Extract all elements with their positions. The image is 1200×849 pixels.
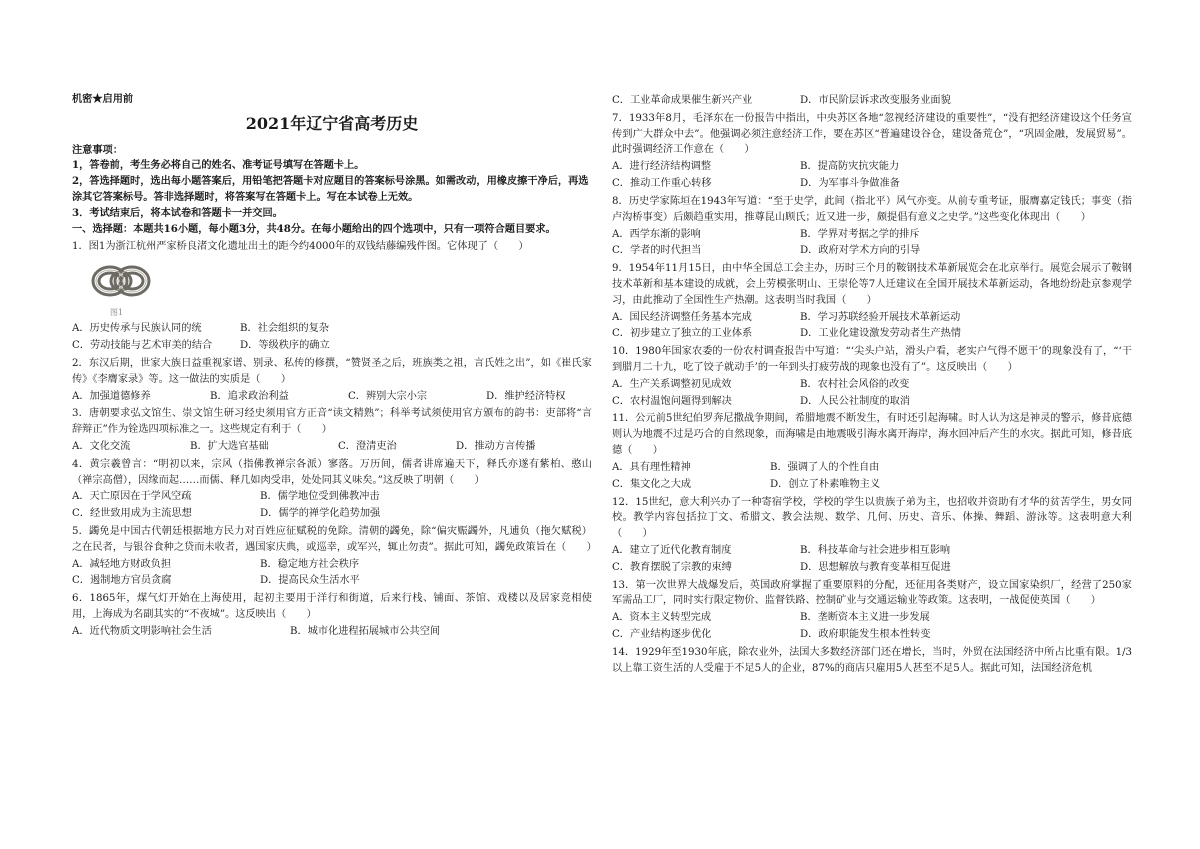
- option-b: B．农村社会风俗的改变: [800, 378, 910, 390]
- question-2-options: [72, 389, 592, 405]
- option-d: D．为军事斗争做准备: [800, 178, 900, 190]
- option-d: D．思想解放与教育变革相互促进: [800, 561, 951, 573]
- notice-heading: 注意事项：: [72, 143, 123, 156]
- double-coin-knot-icon: [86, 261, 156, 305]
- question-14-stem: 14．1929年至1930年底，除农业外，法国大多数经济部门还在增长，当时，外贸在法国经济中所占比重有限。1/3以上靠工资生活的人受雇于不足5人的企业，87%的商店只雇用5人甚至不足5人。据此可知，法国经济危机: [612, 646, 1132, 674]
- option-a: A．进行经济结构调整: [612, 161, 712, 173]
- option-d: D．儒学的禅学化趋势加强: [260, 508, 381, 520]
- option-a: A．生产关系调整初见成效: [612, 378, 732, 390]
- section-heading: 一、选择题：本题共16小题，每小题3分，共48分。在每小题给出的四个选项中，只有一项符合题目要求。: [72, 222, 556, 235]
- question-11-stem: 11．公元前5世纪伯罗奔尼撒战争期间，希腊地震不断发生，有时还引起海啸。时人认为这是神灵的警示，修昔底德则认为地震不过是巧合的自然现象，而海啸是由地震吸引海水离开海岸，海水回冲后产生的水灾。据此可知，修昔底德（ ）: [612, 413, 1132, 457]
- option-c: C．推动工作重心转移: [612, 178, 712, 190]
- question-6-options: [72, 624, 592, 640]
- option-b: B．稳定地方社会秩序: [260, 558, 360, 570]
- option-a: A．近代物质文明影响社会生活: [72, 625, 212, 637]
- option-a: A．西学东渐的影响: [612, 228, 701, 240]
- option-c: C．集文化之大成: [612, 478, 692, 490]
- option-d: D．维护经济特权: [486, 390, 566, 402]
- option-b: B．儒学地位受到佛教冲击: [260, 491, 380, 503]
- question-9-options: [612, 310, 1132, 326]
- option-a: A．天亡原因在于学风空疏: [72, 491, 192, 503]
- option-a: A．建立了近代化教育制度: [612, 544, 732, 556]
- question-11-options-row2: [612, 477, 1132, 493]
- option-a: A．资本主义转型完成: [612, 612, 712, 624]
- option-b: B．学界对考据之学的排斥: [800, 228, 920, 240]
- option-b: B．科技革命与社会进步相互影响: [800, 544, 951, 556]
- option-c: C．澄清吏治: [338, 440, 397, 452]
- option-b: B．学习苏联经验开展技术革新运动: [800, 311, 961, 323]
- page-title: 2021年辽宁省高考历史: [245, 113, 419, 133]
- option-a: A．减轻地方财政负担: [72, 558, 172, 570]
- question-4-options-row2: [72, 506, 592, 522]
- option-b: B．社会组织的复杂: [240, 323, 329, 335]
- question-12-stem: 12．15世纪，意大利兴办了一种寄宿学校，学校的学生以贵族子弟为主，也招收并资助有才华的贫苦学生，男女同校。教学内容包括拉丁文、希腊文、教会法规、数学、几何、历史、音乐、体操、舞蹈、游泳等。这表明意大利（ ）: [612, 496, 1132, 540]
- option-c: C．工业革命成果催生新兴产业: [612, 95, 753, 106]
- question-7-options-row2: [612, 176, 1132, 192]
- left-column: [72, 92, 597, 641]
- question-7-options: [612, 159, 1132, 175]
- notice-item: 2，答选择题时，选出每小题答案后，用铅笔把答题卡对应题目的答案标号涂黑。如需改动，用橡皮擦干净后，再选涂其它答案标号。答非选择题时，将答案写在答题卡上。写在本试卷上无效。: [72, 175, 589, 204]
- option-a: A．文化交流: [72, 440, 131, 452]
- figure-1-knot-image: [86, 261, 176, 317]
- option-a: A．加强道德修养: [72, 390, 151, 402]
- option-b: B．强调了人的个性自由: [770, 461, 880, 473]
- question-6-options-row2: [612, 93, 1132, 109]
- option-a: A．具有理性精神: [612, 461, 691, 473]
- figure-caption: 图1: [110, 308, 124, 318]
- confidential-label: 机密★启用前: [72, 93, 134, 105]
- question-1-options-row2: [72, 338, 592, 354]
- question-13-stem: 13．第一次世界大战爆发后，英国政府掌握了重要原料的分配，还征用各类财产，设立国家染织厂，经营了250家军需品工厂，同时实行限定物价、监督铁路、控制矿业与交通运输业等政策。这表明，一战促使英国（ ）: [612, 579, 1132, 607]
- question-5-options-row2: [72, 573, 592, 589]
- question-11-options: [612, 460, 1132, 476]
- option-b: B．追求政治利益: [210, 390, 289, 402]
- option-d: D．工业化建设激发劳动者生产热情: [800, 328, 961, 340]
- option-c: C．教育摆脱了宗教的束缚: [612, 561, 732, 573]
- option-d: D．政府对学术方向的引导: [800, 245, 921, 257]
- question-9-stem: 9．1954年11月15日，由中华全国总工会主办，历时三个月的鞍钢技术革新展览会在北京举行。展览会展示了鞍钢技术革新和基本建设的成就，会上劳模张明山、王崇伦等7人迁建议在全国开展技术革新运动，各地纷纷赴京参观学习，由此推动了全国性生产热潮。这表明当时我国（ ）: [612, 263, 1132, 306]
- question-2-stem: 2．东汉后期，世家大族日益重视家谱、别录、私传的修撰，“赞贤圣之后，班族类之祖，言氏姓之出”，如《崔氏家传》《李膺家录》等。这一做法的实质是（ ）: [72, 357, 592, 385]
- question-10-options: [612, 377, 1132, 393]
- option-d: D．政府职能发生根本性转变: [800, 629, 931, 640]
- question-7-stem: 7．1933年8月，毛泽东在一份报告中指出，中央苏区各地“忽视经济建设的重要性”，“没有把经济建设这个任务宣传到广大群众中去”。他强调必须注意经济工作，要在苏区“普遍建设谷仓，建设备荒仓”，“巩固金融，发展贸易”。此时强调经济工作意在（ ）: [612, 112, 1132, 156]
- option-a: A．国民经济调整任务基本完成: [612, 311, 752, 323]
- question-12-options-row2: [612, 560, 1132, 576]
- notice-item: 1，答卷前，考生务必将自己的姓名、准考证号填写在答题卡上。: [72, 159, 365, 172]
- option-c: C．学者的时代担当: [612, 245, 702, 257]
- question-9-options-row2: [612, 326, 1132, 342]
- notice-item: 3．考试结束后，将本试卷和答题卡一并交回。: [72, 206, 283, 219]
- option-d: D．创立了朴素唯物主义: [770, 478, 881, 490]
- question-3-stem: 3．唐朝要求弘文馆生、崇文馆生研习经史须用官方正音“读文精熟”；科举考试须使用官方颁布的韵书：吏部将“言辞辩正”作为铨选四项标准之一。这些规定有利于（ ）: [72, 408, 592, 436]
- option-d: D．推动方言传播: [456, 440, 536, 452]
- option-d: D．市民阶层诉求改变服务业面貌: [800, 95, 951, 106]
- question-12-options: [612, 543, 1132, 559]
- question-13-options-row2: [612, 627, 1132, 643]
- option-c: C．遏制地方官员贪腐: [72, 575, 172, 587]
- question-10-stem: 10．1980年国家农委的一份农村调查报告中写道：“‘尖头户站，滑头户看，老实户气得不愿干’的现象没有了，“‘干到腊月二十九，吃了饺子就动手’的一年到头打疲劳战的现象也没有了”。这反映出（ ）: [612, 346, 1132, 373]
- option-d: D．等级秩序的确立: [240, 340, 330, 352]
- option-b: B．城市化进程拓展城市公共空间: [290, 625, 441, 637]
- right-column: [612, 92, 1132, 676]
- question-10-options-row2: [612, 394, 1132, 410]
- option-b: B．提高防灾抗灾能力: [800, 161, 900, 173]
- option-d: D．提高民众生活水平: [260, 575, 360, 587]
- question-5-stem: 5．蠲免是中国古代朝廷根据地方民力对百姓应征赋税的免除。清朝的蠲免，除“偏灾赈蠲外，凡逋负（拖欠赋税）之在民者，与银谷食种之贷而未收者，遇国家庆典，或巡幸，或军兴，辄止勿责”。据此可知，蠲免政策旨在（ ）: [72, 526, 597, 553]
- option-b: B．垄断资本主义进一步发展: [800, 612, 930, 624]
- question-1-options: [72, 321, 592, 337]
- option-c: C．辨别大宗小宗: [348, 390, 428, 402]
- question-1-stem: 1．图1为浙江杭州严家桥良渚文化遗址出土的距今约4000年的双钱结藤编残件图。它体现了（ ）: [72, 241, 529, 253]
- option-d: D．人民公社制度的取消: [800, 395, 911, 407]
- question-8-options: [612, 227, 1132, 243]
- option-c: C．劳动技能与艺术审美的结合: [72, 340, 213, 352]
- question-8-stem: 8．历史学家陈垣在1943年写道：“至于史学，此间（指北平）风气亦变。从前专重考证，服膺嘉定钱氏；事变（指卢沟桥事变）后颇趋重实用，推尊昆山顾氏；近又进一步，颇提倡有意义之史学。”这些变化体现出（ ）: [612, 195, 1132, 223]
- question-8-options-row2: [612, 243, 1132, 259]
- question-5-options: [72, 557, 592, 573]
- option-c: C．农村温饱问题得到解决: [612, 395, 732, 407]
- question-3-options: [72, 439, 592, 455]
- question-6-stem: 6．1865年，煤气灯开始在上海使用，起初主要用于洋行和街道，后来行栈、铺面、茶馆、戏楼以及居家竞相使用，上海成为名副其实的“不夜城”。这反映出（ ）: [72, 593, 592, 621]
- option-b: B．扩大选官基础: [190, 440, 269, 452]
- option-c: C．产业结构逐步优化: [612, 629, 712, 640]
- question-13-options: [612, 610, 1132, 626]
- option-c: C．初步建立了独立的工业体系: [612, 328, 753, 340]
- question-4-options: [72, 489, 592, 505]
- question-4-stem: 4．黄宗羲曾言：“明初以来，宗风（指佛教禅宗各派）寥落。万历间，儒者讲席遍天下，释氏亦遂有紫柏、憨山（禅宗高僧），因缘而起……而儒、释几如肉受串，处处同其义味矣。”这反映了明朝（ ）: [72, 458, 592, 486]
- option-a: A．历史传承与民族认同的统: [72, 323, 202, 335]
- option-c: C．经世致用成为主流思想: [72, 508, 192, 520]
